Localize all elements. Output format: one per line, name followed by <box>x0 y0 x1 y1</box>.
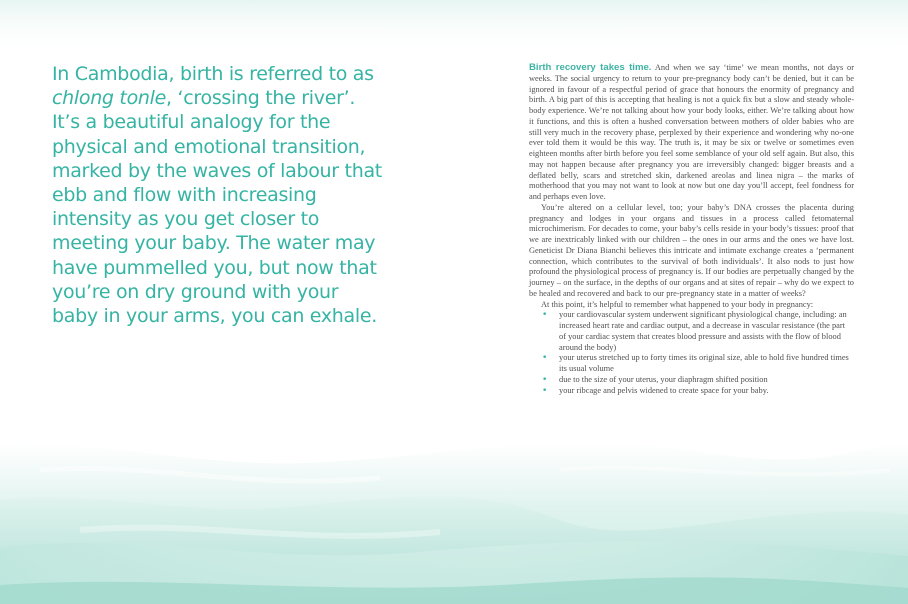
body-paragraph-3: At this point, it’s helpful to remember what happened to your body in pregnancy: <box>541 299 814 309</box>
body-paragraph-1-text: And when we say ‘time’ we mean months, not days or weeks. The social urgency to return to your pre-pregnancy body can’t be denied, but it can be ignored in favour of a respectful period of grace that honours the enormity of pregnancy and birth. A big part of this is accepting that healing is not a quick fix but a slow and steady whole-body experience. We’re not talking about how your body looks, either. We’re talking about how it functions, and this is often a hushed conversation between mothers of older babies who are still very much in the recovery phase, perplexed by their experience and wondering why no-one ever told them it would be this way. The truth is, it may be six or twelve or sometimes even eighteen months after birth before you feel some semblance of your old self again. But also, this may not happen because after pregnancy you are irreversibly changed: bigger breasts and a deflated belly, scars and stretched skin, darkened areolas and linea nigra – the marks of motherhood that you may not want to look at now but one day you’ll accept, feel fondness for and perhaps even love. <box>529 63 854 201</box>
pull-quote-text-start: In Cambodia, birth is referred to as <box>52 63 374 85</box>
pull-quote-emphasis: chlong tonle <box>52 87 167 110</box>
bullet-icon: • <box>542 310 548 321</box>
bullet-icon: • <box>542 385 548 396</box>
body-text-column <box>529 63 854 396</box>
list-item <box>529 310 854 353</box>
list-item <box>529 386 854 397</box>
body-paragraph-1 <box>529 63 854 203</box>
body-paragraph-2: You’re altered on a cellular level, too; your baby’s DNA crosses the placenta during pregnancy and lodges in your organs and tissues in a process called fetomaternal microchimerism. For decades to come, your baby’s cells reside in your body’s tissues: proof that we are inextricably linked with our children – the ones in our arms and the ones we have lost. Geneticist Dr Diana Bianchi believes this intricate and intimate exchange creates a ‘permanent connection, which contributes to the survival of both individuals’. It also nods to just how profound the physiological process of pregnancy is. If our bodies are perpetually changed by the journey – on the surface, in the depths of our organs and at sites of repair – why do we expect to be healed and recovered and back to our pre-pregnancy state in a matter of weeks? <box>529 202 854 298</box>
pregnancy-changes-list <box>529 310 854 396</box>
lead-heading: Birth recovery takes time. <box>529 62 652 73</box>
pull-quote <box>52 62 382 328</box>
list-item-text: your cardiovascular system underwent significant physiological change, including: an increased heart rate and cardiac output, and a decrease in vascular resistance (the part of your cardiac system that creates blood pressure and assists with the flow of blood around the body) <box>559 310 847 352</box>
list-item <box>529 353 854 375</box>
list-item-text: due to the size of your uterus, your diaphragm shifted position <box>559 374 768 384</box>
list-item <box>529 375 854 386</box>
list-item-text: your uterus stretched up to forty times its original size, able to hold five hundred times its usual volume <box>559 353 849 373</box>
list-item-text: your ribcage and pelvis widened to create space for your baby. <box>559 385 769 395</box>
bullet-icon: • <box>542 374 548 385</box>
bullet-icon: • <box>542 353 548 364</box>
pull-quote-text-end: , ‘crossing the river’. It’s a beautiful analogy for the physical and emotional transition, marked by the waves of labour that ebb and flow with increasing intensity as you get closer to meeting your baby. The water may have pummelled you, but now that you’re on dry ground with your baby in your arms, you can exhale. <box>52 87 382 328</box>
